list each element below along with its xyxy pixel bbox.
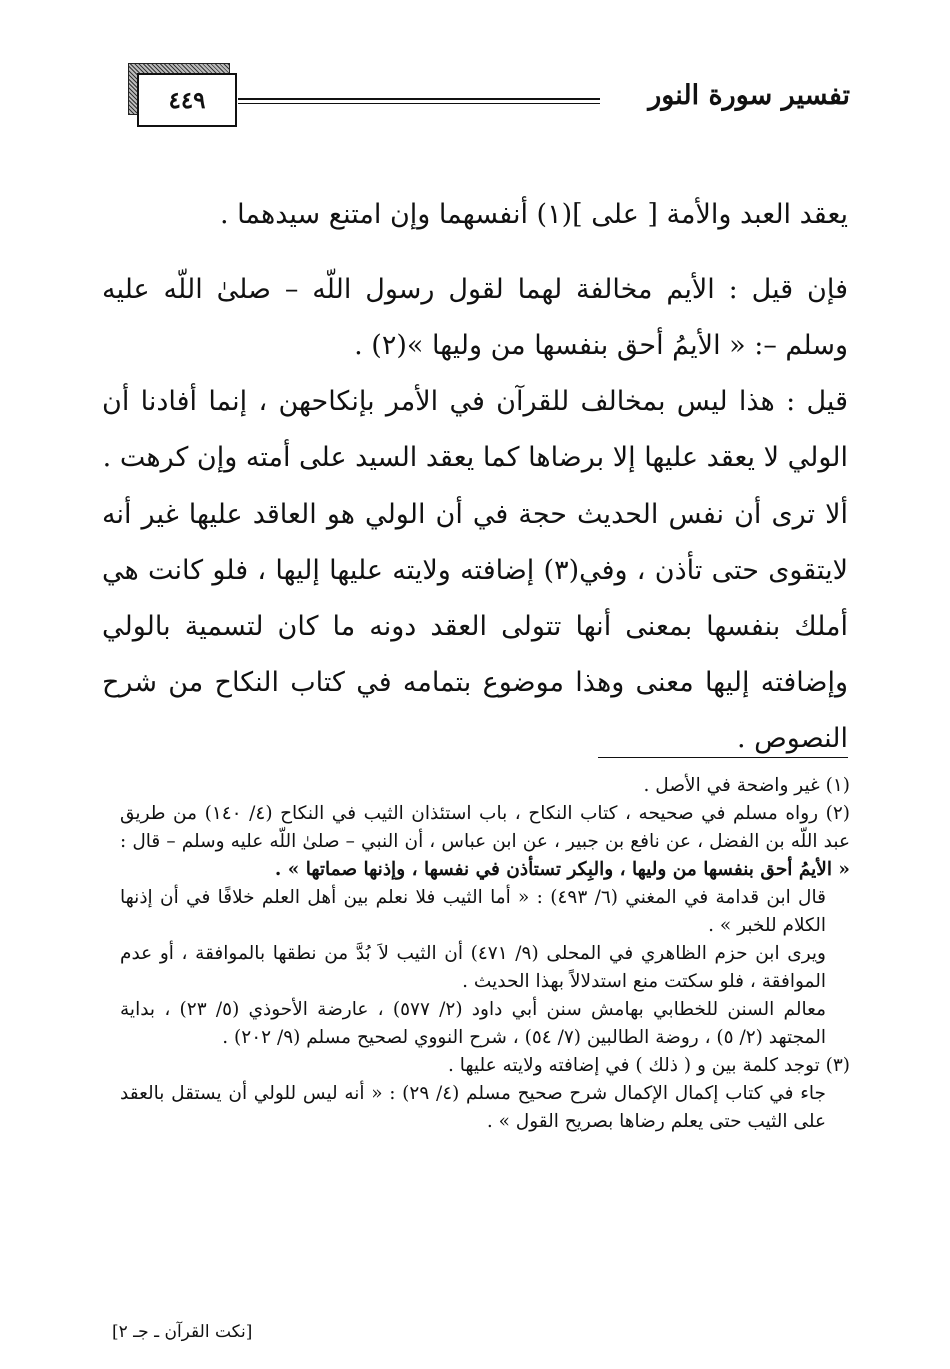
footnotes <box>120 772 850 1136</box>
body-paragraph-4: ألا ترى أن نفس الحديث حجة في أن الولي هو العاقد عليها غير أنه لايتقوى حتى تأذن ، وفي(٣) إضافته ولايته عليها إليها ، فلو كانت هي أملك بنفسها بمعنى أنها تتولى العقد دونه ما كان لتسمية بالولي وإضافته إليها معنى وهذا موضوع بتمامه في كتاب النكاح من شرح النصوص . <box>102 499 849 754</box>
body-paragraph-1: يعقد العبد والأمة [ على ](١) أنفسهما وإن امتنع سيدهما . <box>220 199 848 230</box>
footnote-2-references: معالم السنن للخطابي بهامش سنن أبي داود (٢/ ٥٧٧) ، عارضة الأحوذي (٥/ ٢٣) ، بداية المجتهد (٢/ ٥) ، روضة الطالبين (٧/ ٥٤) ، شرح النووي لصحيح مسلم (٩/ ٢٠٢) . <box>120 999 826 1048</box>
footnote-3-ikmal: جاء في كتاب إكمال الإكمال شرح صحيح مسلم (٤/ ٢٩) : « أنه ليس للولي أن يستقل بالعقد على الثيب حتى يعلم رضاها بصريح القول » . <box>120 1083 826 1132</box>
book-reference-footer: [نكت القرآن ـ جـ ٢] <box>112 1322 253 1342</box>
footnote-2-hadith-quote: « الأيمُ أحق بنفسها من وليها ، والبِكر تستأذن في نفسها ، وإذنها صماتها » . <box>274 859 850 880</box>
footnote-separator <box>598 757 848 758</box>
footnote-2-ibn-qudama: قال ابن قدامة في المغني (٦/ ٤٩٣) : « أما الثيب فلا نعلم بين أهل العلم خلافًا في أن إذنها الكلام للخبر » . <box>120 887 826 936</box>
footnote-2 <box>120 800 850 884</box>
footnote-2-text: (٢) رواه مسلم في صحيحه ، كتاب النكاح ، باب استئذان الثيب في النكاح (٤/ ١٤٠) من طريق عبد اللّه بن الفضل ، عن نافع بن جبير ، عن ابن عباس ، أن النبي – صلىٰ اللّه عليه وسلم – قال : <box>120 803 850 852</box>
header-rule <box>238 98 600 104</box>
body-paragraph-3: قيل : هذا ليس بمخالف للقرآن في الأمر بإنكاحهن ، إنما أفادنا أن الولي لا يعقد عليها إلا برضاها كما يعقد السيد على أمته وإن كرهت . <box>102 386 848 473</box>
page-number-box <box>137 73 237 127</box>
footnote-1: (١) غير واضحة في الأصل . <box>643 775 850 796</box>
page-number: ٤٤٩ <box>168 86 206 114</box>
body-paragraph-2: فإن قيل : الأيم مخالفة لهما لقول رسول اللّه – صلىٰ اللّه عليه وسلم –: « الأيمُ أحق بنفسها من وليها »(٢) . <box>102 274 848 361</box>
running-header-title: تفسير سورة النور <box>648 80 850 111</box>
footnote-3: (٣) توجد كلمة بين و ( ذلك ) في إضافته ولايته عليها . <box>447 1055 850 1076</box>
footnote-2-ibn-hazm: ويرى ابن حزم الظاهري في المحلى (٩/ ٤٧١) أن الثيب لاَ بُدَّ من نطقها بالموافقة ، أو عدم الموافقة ، فلو سكتت منع استدلالاً بهذا الحديث . <box>120 943 826 992</box>
